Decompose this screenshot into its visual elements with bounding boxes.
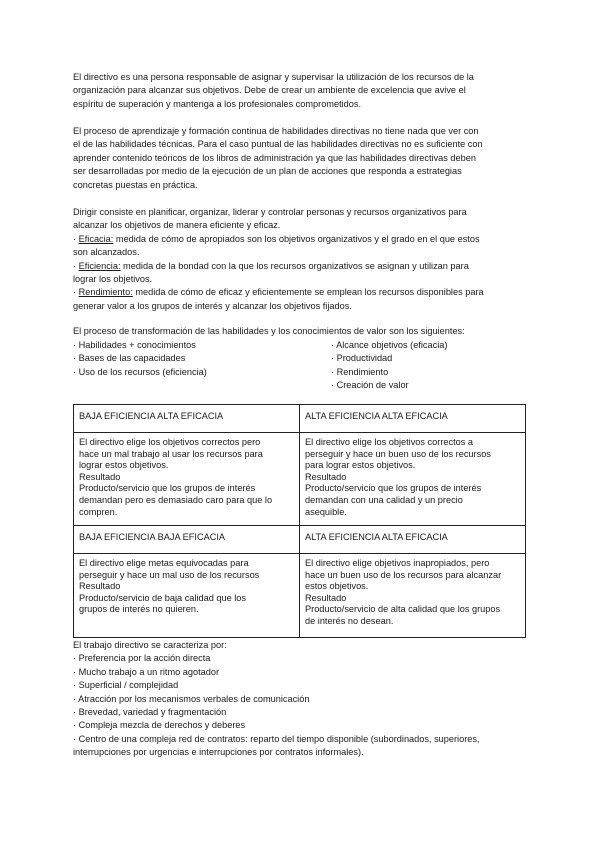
table-row bbox=[74, 554, 526, 638]
cell-line: demandan con una calidad y un precio bbox=[305, 494, 463, 505]
text-line: El proceso de aprendizaje y formación continua de habilidades directivas no tiene nada que ver con bbox=[73, 126, 479, 136]
text-line: alcanzar los objetivos de manera eficiente y eficaz. bbox=[73, 220, 281, 231]
text-line: son alcanzados. bbox=[73, 247, 140, 258]
cell-q1-body bbox=[74, 433, 300, 526]
text-line: aprender contenido teóricos de los libros de administración ya que las habilidades directivas deben bbox=[73, 152, 476, 163]
cell-line: Resultado bbox=[305, 471, 347, 482]
paragraph-directivo bbox=[73, 71, 525, 111]
definition-eficacia: · Eficacia: medida de cómo de apropiados son los objetivos organizativos y el grado en el que estos bbox=[73, 233, 480, 244]
cell-line: lograr estos objetivos. bbox=[79, 460, 169, 471]
work-characteristics bbox=[73, 639, 525, 760]
cell-line: Producto/servicio que los grupos de interés bbox=[305, 483, 482, 494]
text-line: espíritu de superación y mantenga a los profesionales comprometidos. bbox=[73, 98, 362, 109]
cell-line: El directivo elige los objetivos correctos a bbox=[305, 437, 474, 447]
cell-q1-title: BAJA EFICIENCIA ALTA EFICACIA bbox=[74, 405, 300, 433]
cell-line: hace un buen uso de los recursos para alcanzar bbox=[305, 569, 502, 580]
list-item: · Rendimiento bbox=[331, 366, 389, 377]
list-item: · Brevedad, variedad y fragmentación bbox=[73, 707, 227, 718]
list-item: · Preferencia por la acción directa bbox=[73, 653, 211, 664]
cell-line: grupos de interés no quieren. bbox=[79, 604, 199, 615]
cell-q2-title: ALTA EFICIENCIA ALTA EFICACIA bbox=[300, 405, 526, 433]
cell-q4-title: ALTA EFICIENCIA ALTA EFICACIA bbox=[300, 526, 526, 554]
cell-line: de interés no desean. bbox=[305, 615, 394, 626]
efficiency-efficacy-matrix bbox=[73, 404, 526, 638]
cell-line: Producto/servicio de baja calidad que los bbox=[79, 592, 247, 603]
cell-line: estos objetivos. bbox=[305, 581, 369, 592]
text-line: organización para alcanzar sus objetivos. Debe de crear un ambiente de excelencia que avive el bbox=[73, 85, 466, 96]
definition-rendimiento: · Rendimiento: medida de cómo de eficaz y eficientemente se emplean los recursos disponibles para bbox=[73, 287, 484, 298]
cell-q2-body bbox=[300, 433, 526, 526]
definition-text: medida de cómo de eficaz y eficientemente se emplean los recursos disponibles para bbox=[132, 287, 484, 298]
text-line: generar valor a los grupos de interés y alcanzar los objetivos fijados. bbox=[73, 300, 352, 311]
list-item: · Habilidades + conocimientos bbox=[73, 340, 196, 350]
cell-line: para lograr estos objetivos. bbox=[305, 460, 416, 471]
cell-line: asequible. bbox=[305, 506, 347, 517]
cell-line: Resultado bbox=[79, 581, 121, 592]
table-row bbox=[74, 526, 526, 554]
transformation-title: El proceso de transformación de las habilidades y los conocimientos de valor son los siguientes: bbox=[73, 326, 465, 336]
text-line: el de las habilidades técnicas. Para el caso puntual de las habilidades directivas no es suficiente con bbox=[73, 139, 483, 150]
text-line: concretas puestas en práctica. bbox=[73, 179, 198, 190]
list-item: · Mucho trabajo a un ritmo agotador bbox=[73, 666, 220, 677]
text-line: Dirigir consiste en planificar, organizar, liderar y controlar personas y recursos organizativos para bbox=[73, 207, 467, 217]
list-item: · Atracción por los mecanismos verbales de comunicación bbox=[73, 693, 310, 704]
list-item: · Productividad bbox=[331, 353, 393, 364]
list-item: interrupciones por urgencias e interrupciones por contratos informales). bbox=[73, 747, 364, 758]
cell-line: compren. bbox=[79, 506, 118, 517]
cell-line: Resultado bbox=[79, 471, 121, 482]
cell-line: perseguir y hace un mal uso de los recursos bbox=[79, 569, 260, 580]
definition-eficiencia: · Eficiencia: medida de la bondad con la que los recursos organizativos se asignan y utilizan para bbox=[73, 260, 469, 271]
list-item: · Compleja mezcla de derechos y deberes bbox=[73, 720, 246, 731]
cell-q3-title: BAJA EFICIENCIA BAJA EFICACIA bbox=[74, 526, 300, 554]
text-line: ser desarrolladas por medio de la ejecución de un plan de acciones que responda a estrategias bbox=[73, 166, 462, 177]
list-item: · Uso de los recursos (eficiencia) bbox=[73, 366, 207, 377]
paragraph-aprendizaje bbox=[73, 125, 525, 192]
list-item: · Superficial / complejidad bbox=[73, 680, 179, 691]
cell-line: El directivo elige los objetivos correctos pero bbox=[79, 437, 261, 447]
list-item: · Centro de una compleja red de contratos: reparto del tiempo disponible (subordinados, superiores, bbox=[73, 733, 480, 744]
table-row bbox=[74, 405, 526, 433]
table-row bbox=[74, 433, 526, 526]
term-eficacia: Eficacia: bbox=[78, 233, 114, 244]
list-item: · Bases de las capacidades bbox=[73, 353, 186, 364]
cell-q3-body bbox=[74, 554, 300, 638]
cell-line: El directivo elige objetivos inapropiados, pero bbox=[305, 558, 490, 568]
term-rendimiento: Rendimiento: bbox=[78, 287, 133, 298]
cell-line: perseguir y hace un buen uso de los recursos bbox=[305, 448, 491, 459]
text-line: El directivo es una persona responsable de asignar y supervisar la utilización de los recursos de la bbox=[73, 72, 474, 82]
paragraph-dirigir bbox=[73, 206, 525, 313]
work-title: El trabajo directivo se caracteriza por: bbox=[73, 640, 227, 650]
cell-line: Resultado bbox=[305, 592, 347, 603]
transformation-list-left bbox=[73, 339, 207, 379]
list-item: · Creación de valor bbox=[331, 380, 409, 391]
text-line: lograr los objetivos. bbox=[73, 274, 153, 285]
cell-line: Producto/servicio de alta calidad que los grupos bbox=[305, 604, 501, 615]
cell-line: demandan pero es demasiado caro para que lo bbox=[79, 494, 273, 505]
definition-text: medida de la bondad con la que los recursos organizativos se asignan y utilizan para bbox=[120, 260, 469, 271]
list-item: · Alcance objetivos (eficacia) bbox=[331, 340, 448, 350]
term-eficiencia: Eficiencia: bbox=[78, 260, 121, 271]
definition-text: medida de cómo de apropiados son los objetivos organizativos y el grado en el que estos bbox=[113, 233, 480, 244]
transformation-list-right bbox=[331, 339, 447, 393]
cell-q4-body bbox=[300, 554, 526, 638]
cell-line: Producto/servicio que los grupos de interés bbox=[79, 483, 256, 494]
cell-line: hace un mal trabajo al usar los recursos para bbox=[79, 448, 263, 459]
cell-line: El directivo elige metas equivocadas para bbox=[79, 558, 249, 568]
